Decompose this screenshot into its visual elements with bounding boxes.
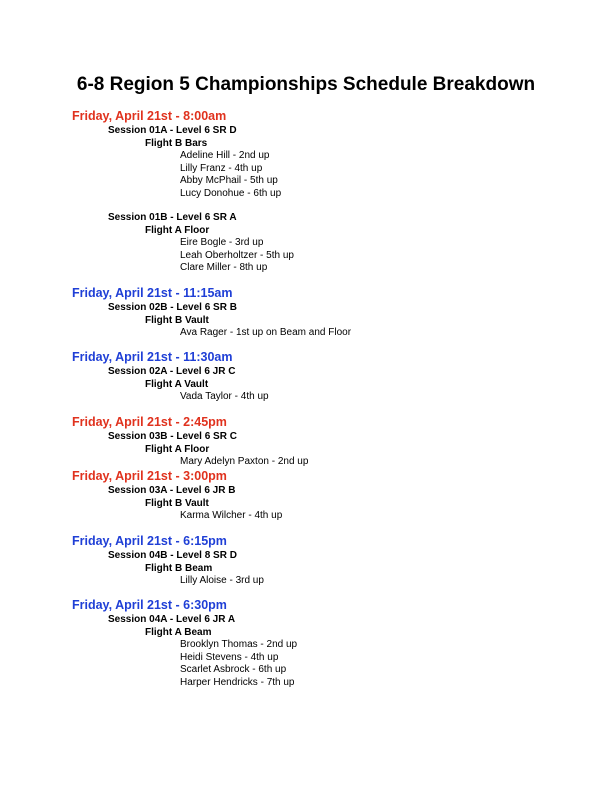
flight-title: Flight A Vault: [145, 379, 209, 390]
schedule-block: [72, 108, 592, 275]
flight-title: Flight B Vault: [145, 498, 209, 509]
flight-title: Flight B Vault: [145, 314, 209, 326]
session-title: Session 03B - Level 6 SR C: [108, 430, 237, 442]
session-title: Session 03A - Level 6 JR B: [108, 485, 236, 496]
athlete-entry: Eire Bogle - 3rd up: [180, 237, 264, 248]
schedule-block: [72, 285, 592, 340]
athlete-entry: Leah Oberholtzer - 5th up: [180, 249, 294, 261]
schedule-list: [72, 108, 592, 699]
date-time-heading: Friday, April 21st - 11:30am: [72, 350, 233, 364]
athlete-entry: Adeline Hill - 2nd up: [180, 150, 270, 161]
session-group: [72, 549, 592, 588]
session-group: [72, 301, 592, 340]
session-group: [72, 124, 592, 200]
athlete-entry: Harper Hendricks - 7th up: [180, 676, 295, 688]
session-title: Session 02B - Level 6 SR B: [108, 301, 237, 313]
page-title: 6-8 Region 5 Championships Schedule Breakdown: [76, 74, 536, 95]
session-title: Session 04B - Level 8 SR D: [108, 549, 237, 561]
session-title: Session 01A - Level 6 SR D: [108, 125, 237, 136]
athlete-entry: Lilly Aloise - 3rd up: [180, 574, 264, 586]
date-time-heading: Friday, April 21st - 6:15pm: [72, 533, 227, 548]
schedule-block: [72, 533, 592, 588]
flight-title: Flight A Floor: [145, 443, 210, 455]
athlete-entry: Scarlet Asbrock - 6th up: [180, 664, 287, 675]
athlete-entry: Ava Rager - 1st up on Beam and Floor: [180, 326, 352, 338]
session-group: [72, 211, 592, 275]
date-time-heading: Friday, April 21st - 11:15am: [72, 285, 233, 300]
session-title: Session 04A - Level 6 JR A: [108, 614, 236, 625]
session-group: [72, 365, 592, 404]
session-group: [72, 484, 592, 523]
athlete-entry: Abby McPhail - 5th up: [180, 175, 278, 186]
schedule-block: [72, 468, 592, 523]
athlete-entry: Karma Wilcher - 4th up: [180, 510, 283, 521]
session-title: Session 02A - Level 6 JR C: [108, 366, 236, 377]
athlete-entry: Vada Taylor - 4th up: [180, 391, 269, 402]
session-title: Session 01B - Level 6 SR A: [108, 212, 237, 223]
athlete-entry: Clare Miller - 8th up: [180, 262, 268, 273]
athlete-entry: Lilly Franz - 4th up: [180, 162, 263, 174]
athlete-entry: Lucy Donohue - 6th up: [180, 187, 282, 199]
date-time-heading: Friday, April 21st - 8:00am: [72, 109, 227, 123]
athlete-entry: Heidi Stevens - 4th up: [180, 651, 279, 663]
schedule-block: [72, 597, 592, 689]
session-group: [72, 430, 592, 469]
flight-title: Flight A Floor: [145, 225, 210, 236]
date-time-heading: Friday, April 21st - 6:30pm: [72, 598, 227, 612]
athlete-entry: Brooklyn Thomas - 2nd up: [180, 639, 298, 650]
schedule-block: [72, 349, 592, 404]
date-time-heading: Friday, April 21st - 2:45pm: [72, 414, 227, 429]
flight-title: Flight B Beam: [145, 562, 213, 574]
flight-title: Flight B Bars: [145, 138, 208, 149]
athlete-entry: Mary Adelyn Paxton - 2nd up: [180, 455, 309, 467]
schedule-block: [72, 414, 592, 469]
flight-title: Flight A Beam: [145, 627, 212, 638]
session-group: [72, 613, 592, 689]
date-time-heading: Friday, April 21st - 3:00pm: [72, 469, 227, 483]
